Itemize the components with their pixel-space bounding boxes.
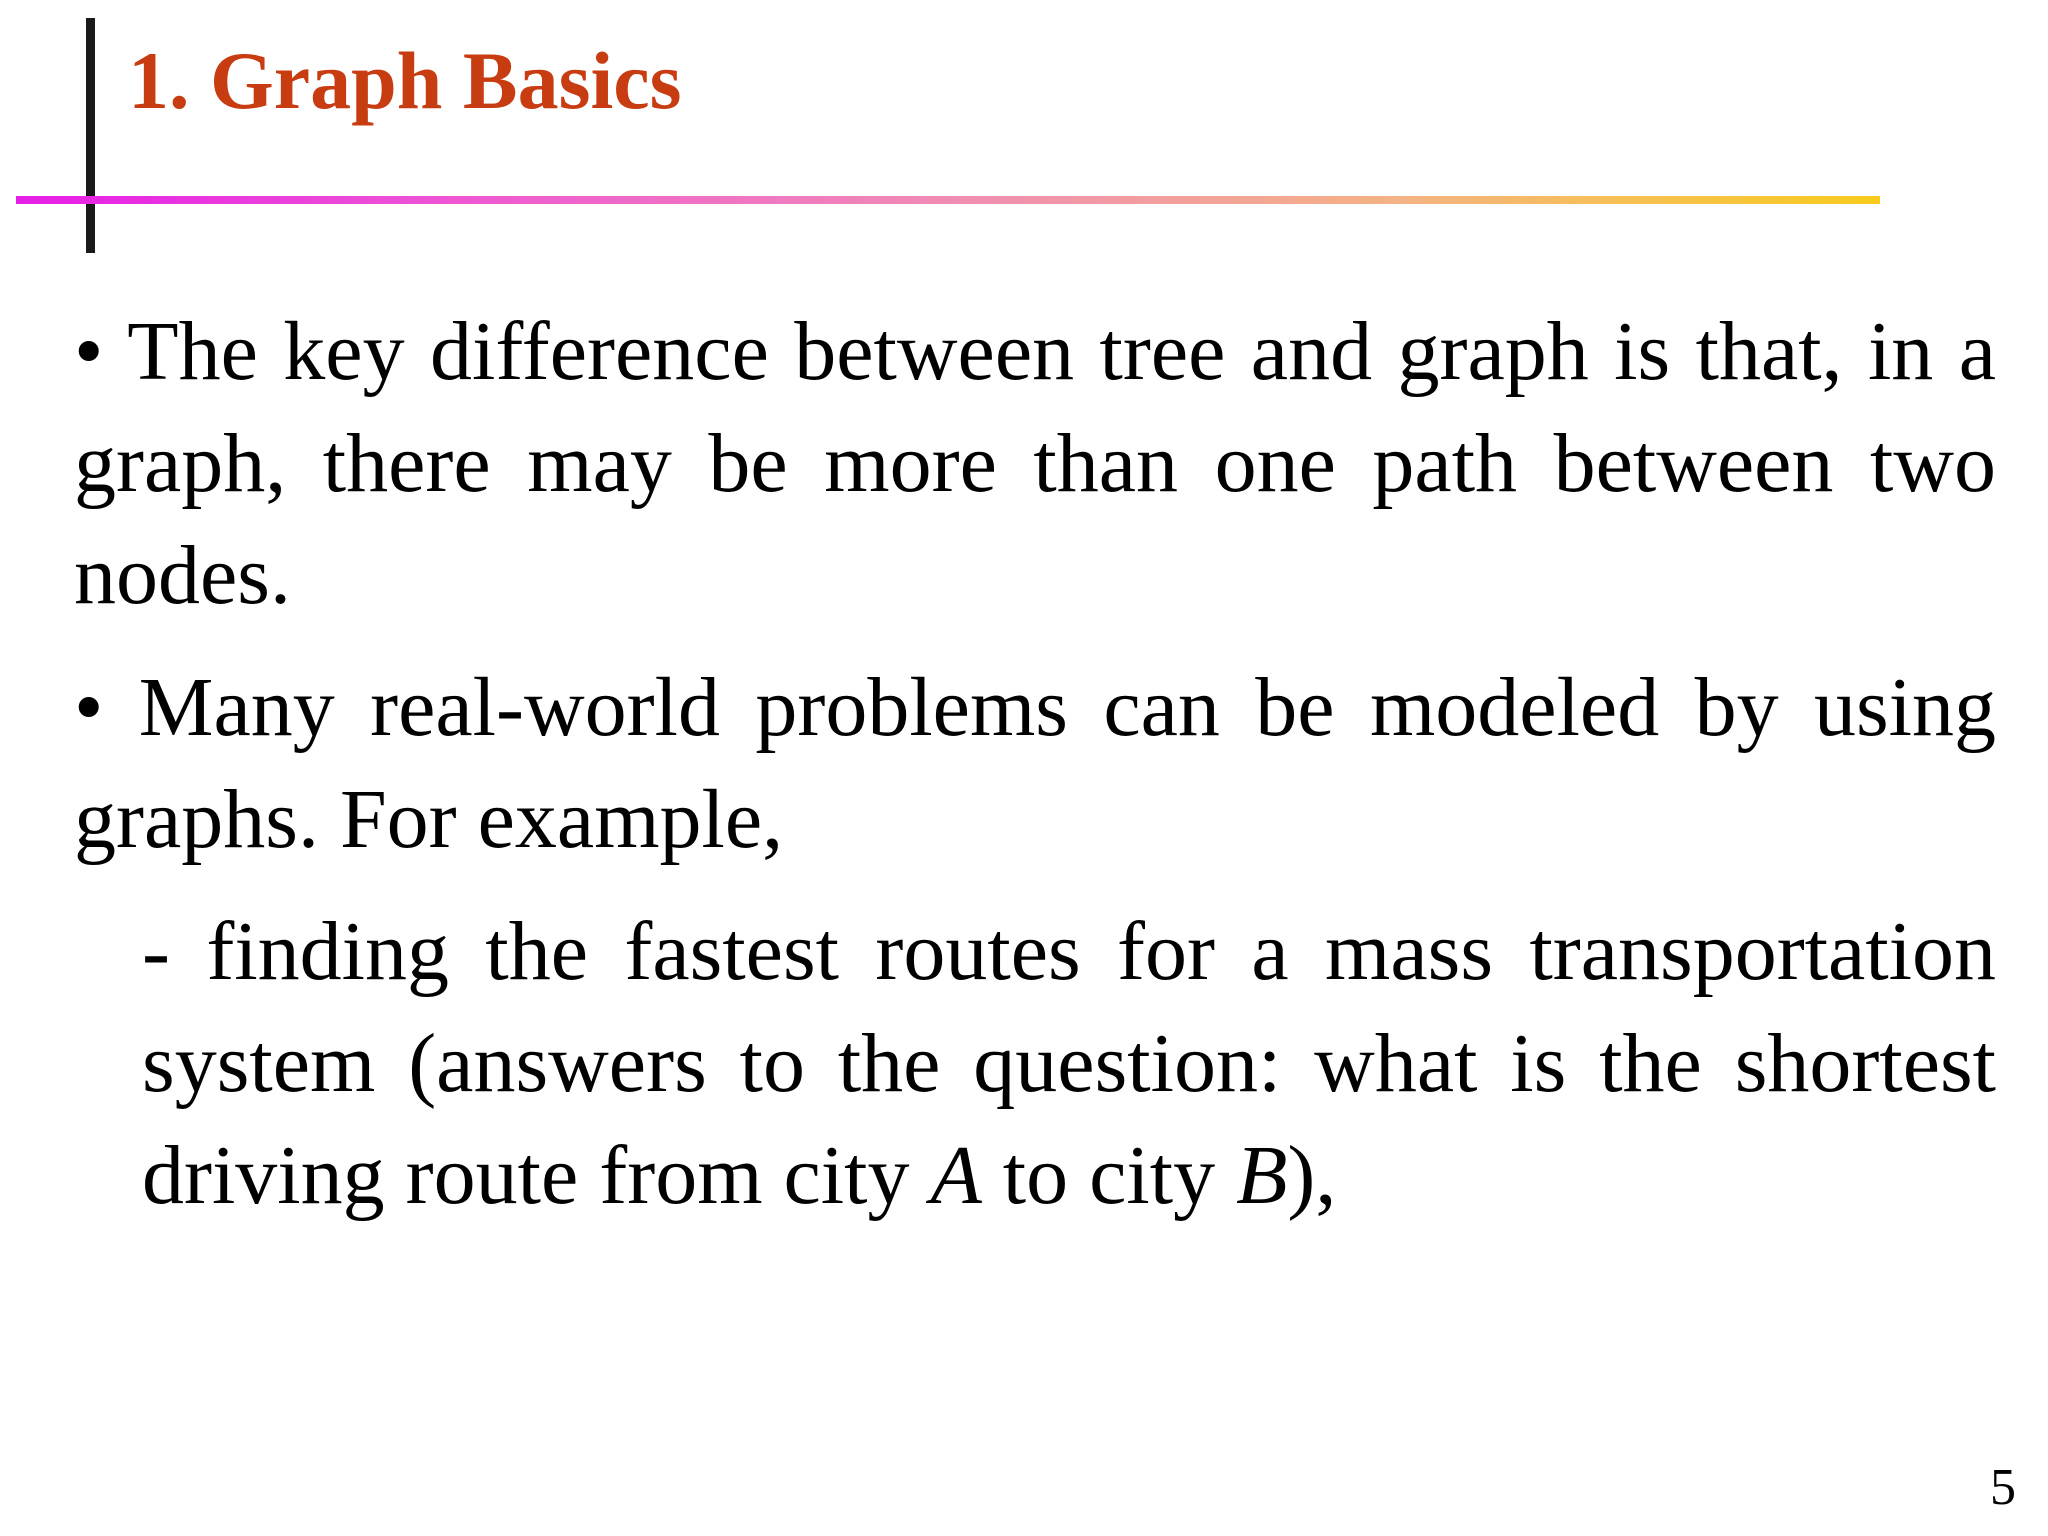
page-number: 5	[1990, 1459, 2016, 1516]
city-b-label: B	[1236, 1129, 1288, 1222]
sub-bullet-text-end: ),	[1287, 1129, 1337, 1222]
slide-title: 1. Graph Basics	[128, 35, 682, 126]
title-vertical-bar	[86, 18, 95, 253]
sub-bullet-text-middle: to city	[981, 1129, 1237, 1222]
slide-body	[74, 296, 1996, 1232]
bullet-real-world-problems: • Many real-world problems can be modeled by using graphs. For example,	[74, 661, 1996, 866]
bullet-tree-vs-graph: • The key difference between tree and graph is that, in a graph, there may be more than one path between two nodes.	[74, 305, 1996, 622]
sub-bullet-text-start: - finding the fastest routes for a mass transportation system (answers to the question: what is the shortest driving route from city	[142, 905, 1996, 1222]
title-underline	[16, 196, 1880, 204]
sub-bullet-fastest-routes	[74, 896, 1996, 1232]
city-a-label: A	[930, 1129, 982, 1222]
